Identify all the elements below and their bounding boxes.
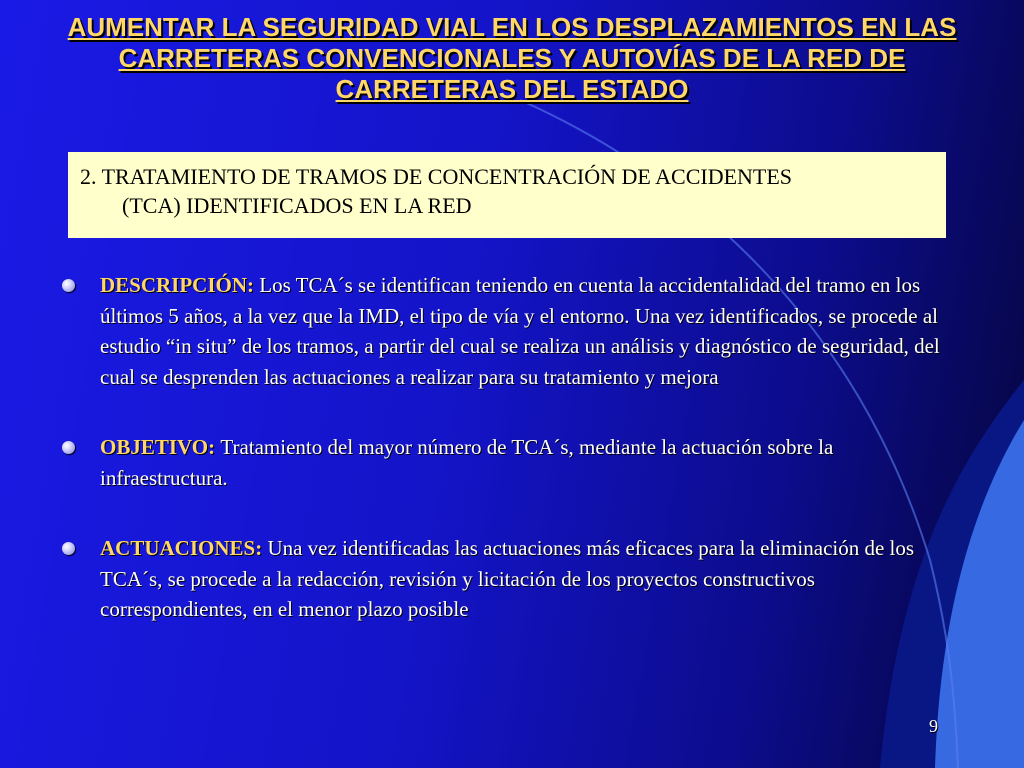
bullet-text: Tratamiento del mayor número de TCA´s, mediante la actuación sobre la infraestructura. xyxy=(100,435,834,490)
bullet-list xyxy=(60,270,940,665)
bullet-dot-icon xyxy=(62,441,75,454)
subtitle-line-2: (TCA) IDENTIFICADOS EN LA RED xyxy=(122,193,472,218)
bullet-label: DESCRIPCIÓN: xyxy=(100,273,260,297)
subtitle-line-1: 2. TRATAMIENTO DE TRAMOS DE CONCENTRACIÓN DE ACCIDENTES xyxy=(80,164,793,189)
bullet-label: ACTUACIONES: xyxy=(100,536,268,560)
bullet-descripcion xyxy=(60,270,940,392)
bullet-text: Una vez identificadas las actuaciones más eficaces para la eliminación de los TCA´s, se procede a la redacción, revisión y licitación de los proyectos constructivos correspondientes, en el menor plazo posible xyxy=(100,536,915,621)
bullet-text: Los TCA´s se identifican teniendo en cuenta la accidentalidad del tramo en los últimos 5 años, a la vez que la IMD, el tipo de vía y el entorno. Una vez identificados, se procede al estudio “in situ” de los tramos, a partir del cual se realiza un análisis y diagnóstico de seguridad, del cual se desprenden las actuaciones a realizar para su tratamiento y mejora xyxy=(100,273,940,389)
bullet-dot-icon xyxy=(62,542,75,555)
slide-title: AUMENTAR LA SEGURIDAD VIAL EN LOS DESPLAZAMIENTOS EN LAS CARRETERAS CONVENCIONALES Y AUTOVÍAS DE LA RED DE CARRETERAS DEL ESTADO xyxy=(67,12,957,104)
bullet-label: OBJETIVO: xyxy=(100,435,221,459)
bullet-objetivo xyxy=(60,432,940,493)
page-number: 9 xyxy=(929,716,938,736)
bullet-dot-icon xyxy=(62,279,75,292)
subtitle-box xyxy=(68,152,946,238)
bullet-actuaciones xyxy=(60,533,940,625)
